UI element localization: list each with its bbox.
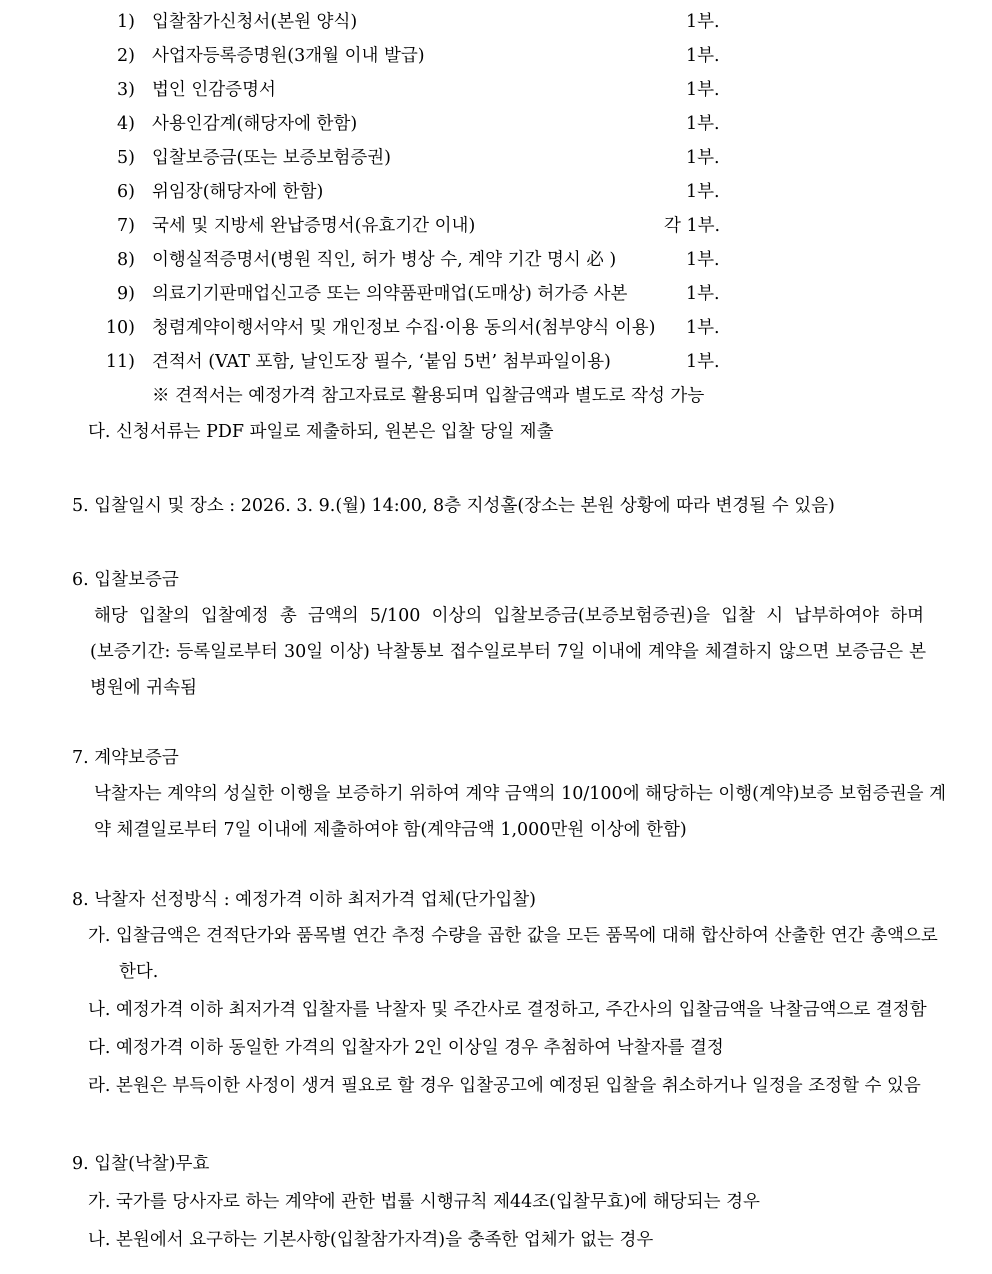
section-6-line: (보증기간: 등록일로부터 30일 이상) 낙찰통보 접수일로부터 7일 이내에 계약을 체결하지 않으면 보증금은 본 xyxy=(90,642,926,662)
section-7-line: 약 체결일로부터 7일 이내에 제출하여야 함(계약금액 1,000만원 이상에 한함) xyxy=(94,820,687,840)
item-number: 3) xyxy=(117,80,135,100)
item-quantity: 1부. xyxy=(686,114,720,134)
item-text: 사업자등록증명원(3개월 이내 발급) xyxy=(152,46,425,66)
section-8-item-ga-continued: 한다. xyxy=(119,962,159,982)
section-8-item-da: 다. 예정가격 이하 동일한 가격의 입찰자가 2인 이상일 경우 추첨하여 낙찰자를 결정 xyxy=(88,1038,724,1058)
section-8-item-ga: 가. 입찰금액은 견적단가와 품목별 연간 추정 수량을 곱한 값을 모든 품목에 대해 합산하여 산출한 연간 총액으로 xyxy=(88,926,938,946)
section-5-bid-schedule: 5. 입찰일시 및 장소 : 2026. 3. 9.(월) 14:00, 8층 지성홀(장소는 본원 상황에 따라 변경될 수 있음) xyxy=(72,496,835,516)
section-6-line: 병원에 귀속됨 xyxy=(90,678,197,698)
estimate-note: ※ 견적서는 예정가격 참고자료로 활용되며 입찰금액과 별도로 작성 가능 xyxy=(152,386,705,406)
item-text: 청렴계약이행서약서 및 개인정보 수집·이용 동의서(첨부양식 이용) xyxy=(152,318,656,338)
item-quantity: 1부. xyxy=(686,46,720,66)
item-quantity: 1부. xyxy=(686,80,720,100)
section-7-heading: 7. 계약보증금 xyxy=(72,748,179,768)
item-text: 견적서 (VAT 포함, 날인도장 필수, ‘붙임 5번’ 첨부파일이용) xyxy=(152,352,611,372)
section-8-heading: 8. 낙찰자 선정방식 : 예정가격 이하 최저가격 업체(단가입찰) xyxy=(72,890,536,910)
section-9-item-ga: 가. 국가를 당사자로 하는 계약에 관한 법률 시행규칙 제44조(입찰무효)에 해당되는 경우 xyxy=(88,1192,760,1212)
section-6-heading: 6. 입찰보증금 xyxy=(72,570,179,590)
section-8-item-na: 나. 예정가격 이하 최저가격 입찰자를 낙찰자 및 주간사로 결정하고, 주간사의 입찰금액을 낙찰금액으로 결정함 xyxy=(88,1000,927,1020)
item-number: 2) xyxy=(117,46,135,66)
item-text: 의료기기판매업신고증 또는 의약품판매업(도매상) 허가증 사본 xyxy=(152,284,628,304)
section-7-line: 낙찰자는 계약의 성실한 이행을 보증하기 위하여 계약 금액의 10/100에 해당하는 이행(계약)보증 보험증권을 계 xyxy=(94,784,946,804)
item-text: 법인 인감증명서 xyxy=(152,80,276,100)
item-text: 국세 및 지방세 완납증명서(유효기간 이내) xyxy=(152,216,476,236)
item-quantity: 1부. xyxy=(686,318,720,338)
item-text: 이행실적증명서(병원 직인, 허가 병상 수, 계약 기간 명시 必 ) xyxy=(152,250,617,270)
item-text: 위임장(해당자에 한함) xyxy=(152,182,324,202)
item-number: 1) xyxy=(117,12,135,32)
item-text: 입찰보증금(또는 보증보험증권) xyxy=(152,148,391,168)
item-quantity: 1부. xyxy=(686,148,720,168)
item-quantity: 각 1부. xyxy=(664,216,721,236)
item-text: 사용인감계(해당자에 한함) xyxy=(152,114,358,134)
item-number: 5) xyxy=(117,148,135,168)
submission-note: 다. 신청서류는 PDF 파일로 제출하되, 원본은 입찰 당일 제출 xyxy=(88,422,554,442)
item-number: 4) xyxy=(117,114,135,134)
item-quantity: 1부. xyxy=(686,250,720,270)
item-quantity: 1부. xyxy=(686,12,720,32)
section-6-line: 해당 입찰의 입찰예정 총 금액의 5/100 이상의 입찰보증금(보증보험증권)을 입찰 시 납부하여야 하며 xyxy=(94,606,924,626)
item-number: 8) xyxy=(117,250,135,270)
item-quantity: 1부. xyxy=(686,182,720,202)
item-text: 입찰참가신청서(본원 양식) xyxy=(152,12,358,32)
item-number: 11) xyxy=(105,352,135,372)
item-number: 9) xyxy=(117,284,135,304)
item-number: 10) xyxy=(105,318,135,338)
section-9-heading: 9. 입찰(낙찰)무효 xyxy=(72,1154,210,1174)
item-quantity: 1부. xyxy=(686,284,720,304)
item-number: 7) xyxy=(117,216,135,236)
section-9-item-na: 나. 본원에서 요구하는 기본사항(입찰참가자격)을 충족한 업체가 없는 경우 xyxy=(88,1230,654,1250)
section-8-item-ra: 라. 본원은 부득이한 사정이 생겨 필요로 할 경우 입찰공고에 예정된 입찰을 취소하거나 일정을 조정할 수 있음 xyxy=(88,1076,921,1096)
item-quantity: 1부. xyxy=(686,352,720,372)
item-number: 6) xyxy=(117,182,135,202)
